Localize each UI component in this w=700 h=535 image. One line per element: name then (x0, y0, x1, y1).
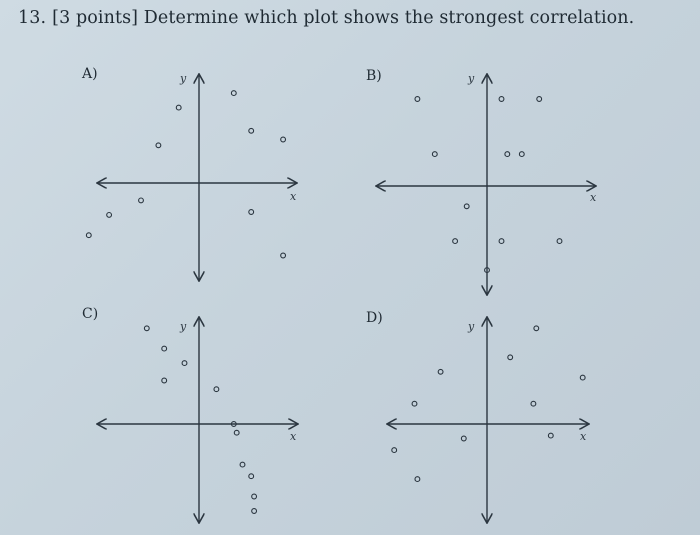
plot-c-point (240, 462, 245, 467)
plot-b-x-axis-label: x (590, 191, 597, 204)
plot-a-x-axis-label: x (290, 190, 297, 203)
plot-b-point (432, 152, 437, 157)
plot-b-label: B) (366, 68, 382, 84)
plot-a-point (281, 137, 286, 142)
plot-d-point (548, 433, 553, 438)
plot-b-point (499, 239, 504, 244)
plot-c-x-axis-label: x (290, 430, 297, 443)
plot-d-point (392, 448, 397, 453)
plot-c (98, 318, 297, 522)
plot-d-point (461, 436, 466, 441)
plot-c-point (182, 361, 187, 366)
plot-c-point (214, 387, 219, 392)
plot-c-point (249, 474, 254, 479)
plot-b-point (537, 97, 542, 102)
plot-b-point (499, 97, 504, 102)
plot-b (377, 72, 597, 294)
plot-a-point (86, 233, 91, 238)
plot-d-point (508, 355, 513, 360)
plot-c-point (162, 378, 167, 383)
plot-d-label: D) (366, 310, 383, 326)
question-number: 13. (18, 8, 47, 28)
plot-c-label: C) (82, 306, 99, 322)
plot-d-point (534, 326, 539, 331)
plot-a-point (231, 91, 236, 96)
plot-b-point (505, 152, 510, 157)
plot-a-point (156, 143, 161, 148)
plot-a-label: A) (82, 66, 98, 82)
plot-b-point (415, 97, 420, 102)
plot-a-point (139, 198, 144, 203)
plot-c-point (162, 346, 167, 351)
plot-a-point (249, 128, 254, 133)
plot-d-point (438, 369, 443, 374)
plot-c-point (252, 494, 257, 499)
plot-a-point (249, 210, 254, 215)
plot-a-point (281, 253, 286, 258)
question-text: [3 points] Determine which plot shows the strongest correlation. (52, 8, 635, 28)
plot-b-point (557, 239, 562, 244)
plot-c-y-axis-label: y (180, 320, 187, 333)
plot-d-point (580, 375, 585, 380)
plot-c-point (234, 430, 239, 435)
plot-d (388, 318, 588, 522)
plot-a-y-axis-label: y (180, 72, 187, 85)
plot-a-point (107, 213, 112, 218)
plot-a (86, 72, 297, 280)
plot-c-point (252, 509, 257, 514)
plot-d-y-axis-label: y (468, 320, 475, 333)
plot-a-point (176, 105, 181, 110)
plot-b-y-axis-label: y (468, 72, 475, 85)
plot-d-point (531, 401, 536, 406)
plot-c-point (144, 326, 149, 331)
plot-b-point (464, 204, 469, 209)
plot-d-point (415, 477, 420, 482)
plot-d-x-axis-label: x (580, 430, 587, 443)
plot-b-point (453, 239, 458, 244)
plot-b-point (519, 152, 524, 157)
plot-d-point (412, 401, 417, 406)
